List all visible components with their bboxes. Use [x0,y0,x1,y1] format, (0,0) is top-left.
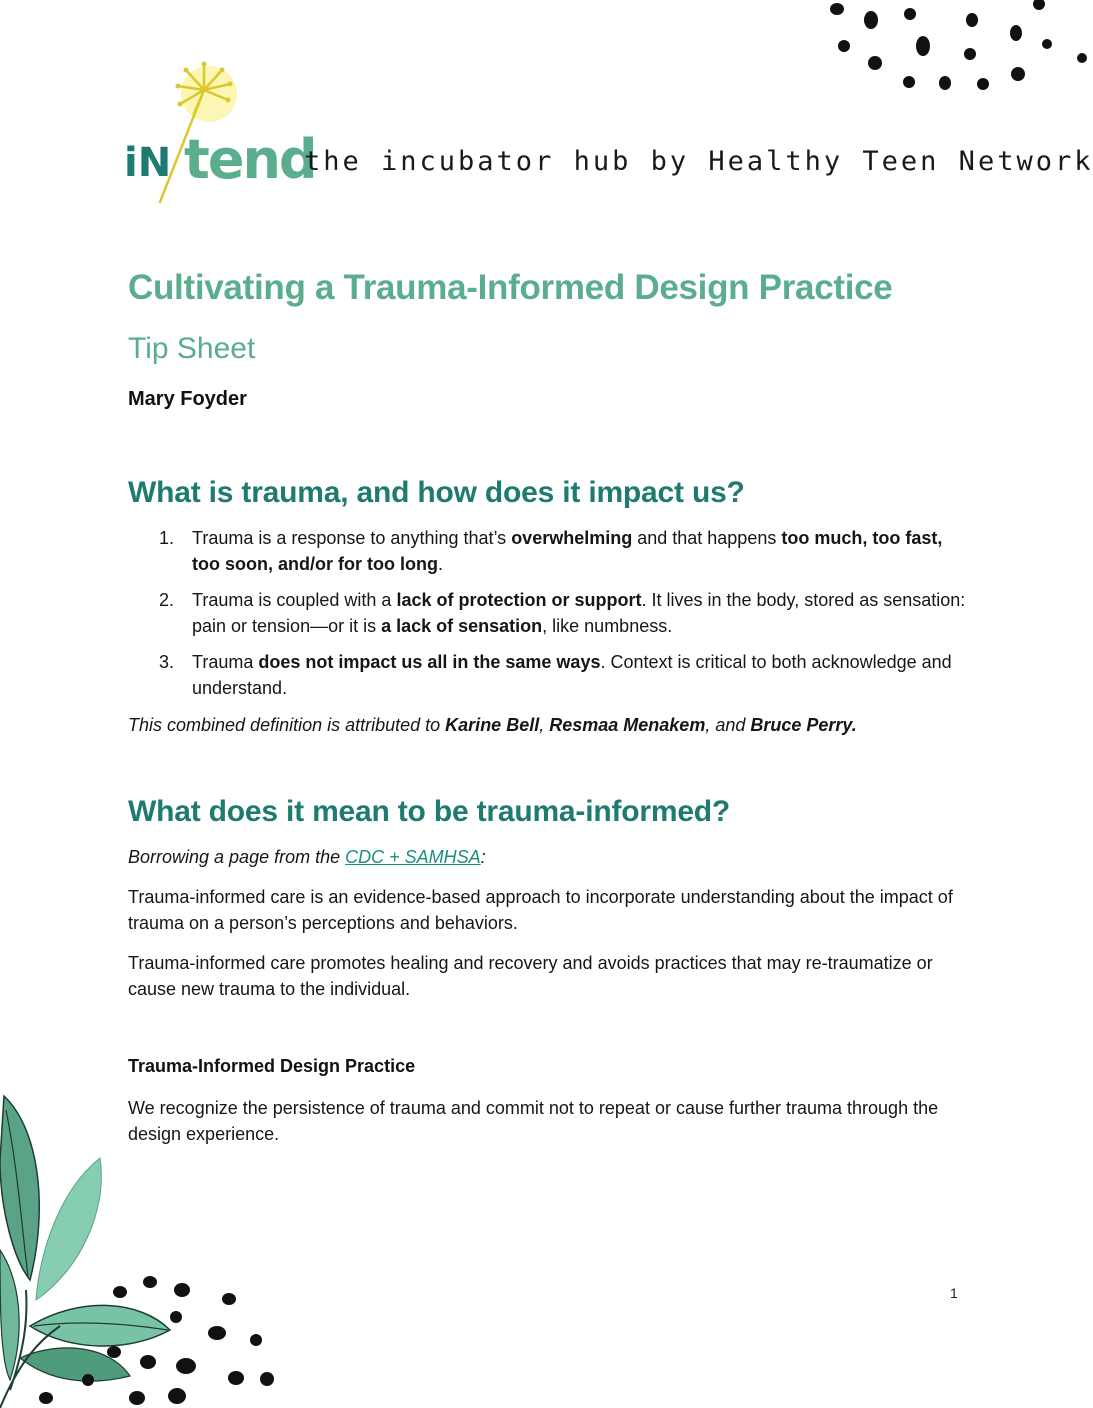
list-text: and that happens [632,528,782,548]
list-item [128,526,968,577]
paragraph-healing: Trauma-informed care promotes healing and recovery and avoids practices that may re-traumatize or cause new trauma to the individual. [128,953,933,999]
paragraph-commitment: We recognize the persistence of trauma and commit not to repeat or cause further trauma through the design experience. [128,1098,939,1144]
list-emphasis: lack of protection or support [396,590,642,610]
list-emphasis: overwhelming [511,528,633,548]
leaf-decoration-icon [0,1090,290,1408]
borrow-suffix: : [480,847,486,867]
attribution-name: Resmaa Menakem [549,715,706,735]
attribution-separator: , and [705,715,751,735]
intend-logo-icon [122,58,316,208]
list-emphasis: a lack of sensation [381,615,543,636]
svg-text:tend: tend [184,128,316,191]
borrow-prefix: Borrowing a page from the [128,847,346,867]
attribution-name: Karine Bell [445,715,540,735]
document-title: Cultivating a Trauma-Informed Design Practice [128,268,893,307]
attribution-separator: , [539,715,550,735]
subheading-design-practice: Trauma-Informed Design Practice [128,1056,416,1076]
author-name: Mary Foyder [128,388,247,410]
dots-decoration-top-icon [820,0,1088,100]
attribution-note [128,713,857,739]
list-text: . Context is critical to both acknowledge and understand. [192,652,952,698]
list-text: Trauma is a response to anything that’s [192,528,512,548]
list-item [128,650,968,701]
list-text: , like numbness. [542,615,673,636]
list-item-number: 1. [159,528,175,548]
cdc-samhsa-link[interactable]: CDC + SAMHSA [345,847,481,867]
attribution-name: Bruce Perry. [750,715,857,735]
list-emphasis: too much, too fast, too soon, and/or for too long [192,528,943,574]
section-heading-trauma: What is trauma, and how does it impact us? [128,476,745,509]
list-item-number: 3. [159,652,175,672]
list-text: Trauma is coupled with a [192,590,397,610]
paragraph-evidence-based: Trauma-informed care is an evidence-based approach to incorporate understanding about the impact of trauma on a person’s perceptions and behaviors. [128,887,953,933]
document-subtitle: Tip Sheet [128,332,256,365]
borrow-note [128,845,486,871]
list-text: . It lives in the body, stored as sensation: pain or tension—or it is [192,590,966,636]
list-item [128,588,968,639]
list-text: . [437,553,443,574]
list-item-number: 2. [159,590,175,610]
svg-text:iN: iN [124,140,172,186]
list-text: Trauma [192,652,259,672]
section-heading-trauma-informed: What does it mean to be trauma-informed? [128,795,731,828]
trauma-definition-list [128,526,968,712]
brand-tagline: the incubator hub by Healthy Teen Network [304,146,1093,177]
page-number: 1 [950,1285,958,1301]
attribution-prefix: This combined definition is attributed to [128,715,446,735]
list-emphasis: does not impact us all in the same ways [258,652,601,672]
